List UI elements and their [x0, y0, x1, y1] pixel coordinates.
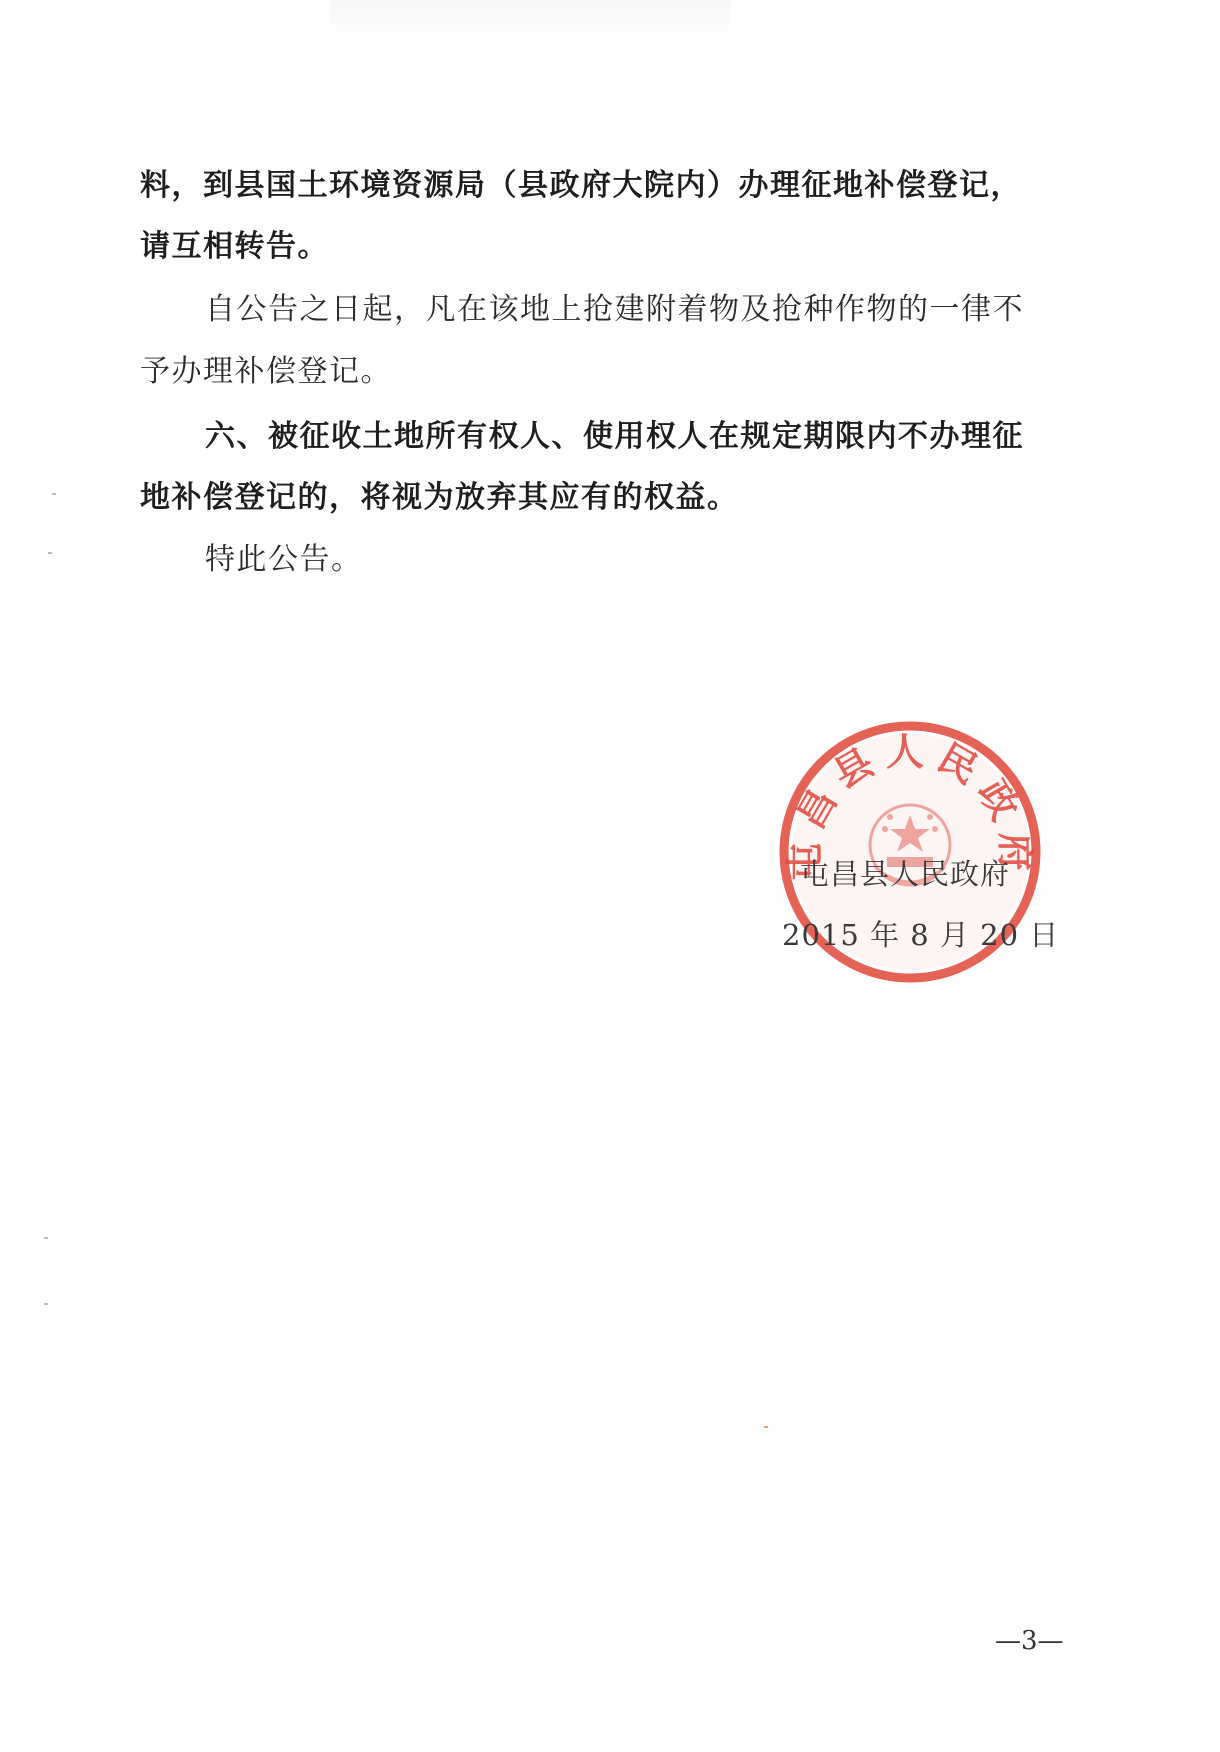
paragraph-2-line-2: 予办理补偿登记。 [140, 354, 392, 389]
paragraph-2-line-1: 自公告之日起，凡在该地上抢建附着物及抢种作物的一律不 [205, 292, 1024, 327]
closing-phrase: 特此公告。 [205, 542, 363, 577]
paragraph-3-line-1: 六、被征收土地所有权人、使用权人在规定期限内不办理征 [205, 419, 1024, 454]
signing-organization: 屯昌县人民政府 [800, 857, 1011, 891]
paragraph-1-line-2: 请互相转告。 [140, 229, 329, 264]
signing-date: 2015 年 8 月 20 日 [782, 918, 1060, 952]
page-number: —3— [995, 1626, 1064, 1656]
paragraph-1-line-1: 料，到县国土环境资源局（县政府大院内）办理征地补偿登记， [140, 168, 1022, 203]
paragraph-3-line-2: 地补偿登记的，将视为放弃其应有的权益。 [140, 480, 739, 515]
bleed-through-mark [330, 0, 730, 40]
scan-speck [48, 552, 52, 554]
scan-speck [44, 1237, 48, 1239]
seal-text: 屯昌县人民政府 [781, 729, 1039, 881]
scan-speck [764, 1426, 768, 1428]
scan-speck [44, 1303, 48, 1305]
scan-speck [52, 493, 56, 495]
